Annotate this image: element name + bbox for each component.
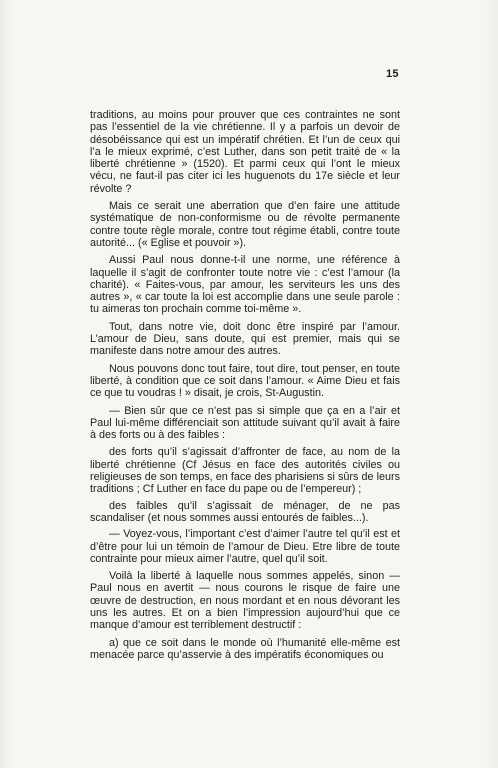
paragraph: — Voyez-vous, l’important c’est d’aimer l’autre tel qu’il est et d’être pour lui un témoin de l’amour de Dieu. Etre libre de toute contrainte pour mieux aimer l’autre, quel qu’il soit.	[90, 528, 400, 565]
paragraph: a) que ce soit dans le monde où l’humanité elle-même est menacée parce qu’asservie à des impératifs économiques ou	[90, 636, 400, 661]
paragraph: Nous pouvons donc tout faire, tout dire, tout penser, en toute liberté, à condition que ce soit dans l’amour. « Aime Dieu et fais ce que tu voudras ! » disait, je crois, St-Augustin.	[90, 362, 400, 400]
page-number: 15	[386, 68, 399, 80]
paragraph: Mais ce serait une aberration que d’en faire une attitude systématique de non-conformisme ou de révolte permanente contre toute règle morale, contre tout régime établi, contre toute autorité... (« Eglise et pouvoir »).	[90, 200, 400, 249]
paragraph: — Bien sûr que ce n’est pas si simple que ça en a l’air et Paul lui-même différenciait son attitude suivant qu’il avait à faire à des forts ou à des faibles :	[90, 404, 400, 442]
paragraph: Voilà la liberté à laquelle nous sommes appelés, sinon — Paul nous en avertit — nous courons le risque de faire une œuvre de destruction, en nous mordant et en nous dévorant les uns les autres. Et on a bien l’impression aujourd’hui que ce manque d’amour est terriblement destructif :	[90, 570, 400, 632]
body-text	[90, 109, 400, 666]
paragraph: des faibles qu’il s’agissait de ménager, de ne pas scandaliser (et nous sommes aussi entourés de faibles...).	[90, 499, 400, 524]
paragraph: traditions, au moins pour prouver que ces contraintes ne sont pas l’essentiel de la vie chrétienne. Il y a parfois un devoir de désobéissance qui est un impératif chrétien. Et l’un de ceux qui l’a le mieux exprimé, c’est Luther, dans son petit traité de « la liberté chrétienne » (1520). Et parmi ceux qui l’ont le mieux vécu, ne faut-il pas citer ici les huguenots du 17e siècle et leur révolte ?	[90, 109, 400, 195]
paragraph: Aussi Paul nous donne-t-il une norme, une référence à laquelle il s’agit de confronter toute notre vie : c’est l’amour (la charité). « Faites-vous, par amour, les serviteurs les uns des autres », « car toute la loi est accomplie dans une seule parole : tu aimeras ton prochain comme toi-même ».	[90, 254, 400, 316]
paragraph: des forts qu’il s’agissait d’affronter de face, au nom de la liberté chrétienne (Cf Jésus en face des autorités civiles ou religieuses de son temps, en face des pharisiens si sûrs de leurs traditions ; Cf Luther en face du pape ou de l’empereur) ;	[90, 446, 400, 496]
paragraph: Tout, dans notre vie, doit donc être inspiré par l’amour. L’amour de Dieu, sans doute, qui est premier, mais qui se manifeste dans notre amour des autres.	[90, 320, 400, 358]
